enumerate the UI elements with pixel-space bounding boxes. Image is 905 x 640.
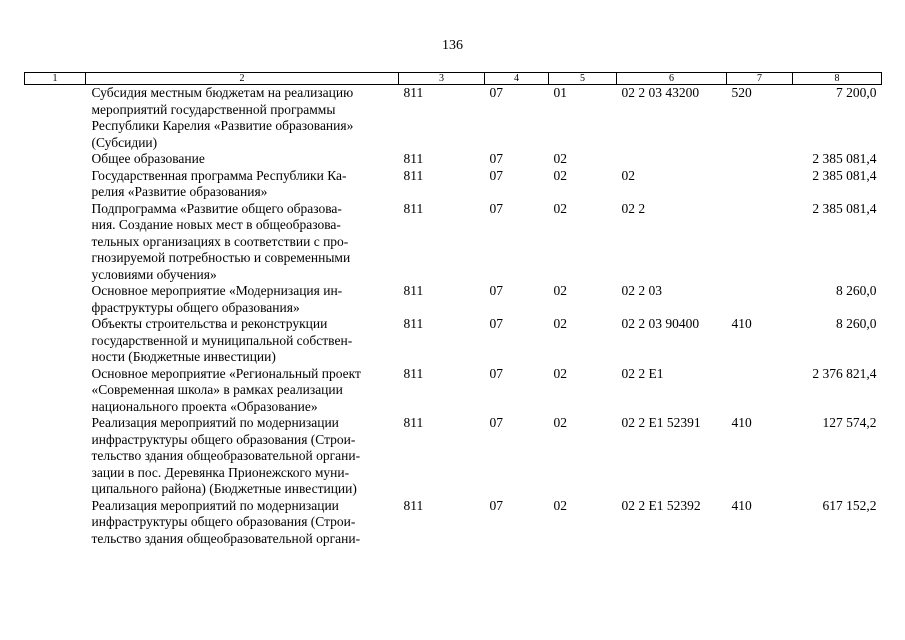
expense-type-cell (727, 168, 793, 201)
subsection-code-cell: 02 (553, 497, 567, 513)
row-name-line: фраструктуры общего образования» (91, 299, 300, 315)
row-name-line: Реализация мероприятий по модернизации (91, 497, 339, 513)
row-name-line: тельство здания общеобразовательной органи- (91, 448, 361, 463)
target-article-cell (617, 151, 727, 168)
row-name-line: Подпрограмма «Развитие общего образова- (91, 200, 342, 216)
table-row (25, 283, 882, 316)
table-row (25, 151, 882, 168)
expense-type-cell (727, 201, 793, 284)
row-name-line: Государственная программа Республики Ка- (91, 167, 347, 183)
amount-cell: 7 200,0 (836, 85, 877, 100)
row-number-cell (25, 85, 86, 152)
row-name-line: национального проекта «Образование» (91, 398, 318, 414)
budget-table-container (24, 72, 881, 547)
expense-type-cell: 410 (731, 316, 752, 331)
amount-cell: 2 385 081,4 (812, 200, 877, 216)
row-name-line: инфраструктуры общего образования (Строи- (91, 431, 356, 447)
row-name-line: мероприятий государственной программы (91, 101, 336, 117)
table-row (25, 366, 882, 416)
subsection-code-cell: 02 (553, 167, 567, 183)
row-name-line: ности (Бюджетные инвестиции) (91, 349, 276, 364)
section-code-cell: 07 (489, 151, 503, 166)
row-name-cell (86, 151, 399, 168)
target-article-cell: 02 2 (621, 200, 646, 216)
header-cell-6: 6 (617, 73, 727, 85)
section-code-cell: 07 (489, 85, 503, 100)
header-cell-1: 1 (25, 73, 86, 85)
section-code-cell: 07 (489, 415, 503, 430)
admin-code-cell: 811 (403, 151, 424, 166)
row-name-cell (86, 316, 399, 366)
row-number-cell (25, 366, 86, 416)
table-row (25, 415, 882, 498)
admin-code-cell: 811 (403, 283, 424, 298)
section-code-cell: 07 (489, 497, 503, 513)
admin-code-cell: 811 (403, 415, 424, 430)
expense-type-cell (727, 283, 793, 316)
row-name-line: Основное мероприятие «Региональный проект (91, 365, 361, 381)
row-name-cell (86, 366, 399, 416)
table-header (25, 73, 882, 85)
target-article-cell: 02 (621, 167, 635, 183)
header-row (25, 73, 882, 85)
row-name-cell (86, 201, 399, 284)
admin-code-cell: 811 (403, 200, 424, 216)
expense-type-cell: 520 (731, 85, 752, 100)
row-name-line: государственной и муниципальной собствен- (91, 332, 353, 348)
amount-cell: 2 385 081,4 (812, 151, 877, 166)
row-name-line: релия «Развитие образования» (91, 184, 268, 199)
header-cell-4: 4 (485, 73, 549, 85)
header-cell-5: 5 (549, 73, 617, 85)
row-number-cell (25, 168, 86, 201)
page-number: 136 (442, 38, 463, 53)
target-article-cell: 02 2 03 43200 (621, 85, 700, 100)
row-name-cell (86, 415, 399, 498)
row-number-cell (25, 415, 86, 498)
table-row (25, 201, 882, 284)
row-name-line: Республики Карелия «Развитие образования» (91, 118, 354, 133)
header-cell-8: 8 (793, 73, 882, 85)
section-code-cell: 07 (489, 283, 503, 298)
subsection-code-cell: 02 (553, 151, 567, 166)
subsection-code-cell: 02 (553, 283, 567, 298)
table-row (25, 85, 882, 152)
row-name-line: тельных организациях в соответствии с про- (91, 233, 349, 249)
section-code-cell: 07 (489, 365, 503, 381)
amount-cell: 8 260,0 (836, 283, 877, 298)
expense-type-cell (727, 151, 793, 168)
section-code-cell: 07 (489, 200, 503, 216)
target-article-cell: 02 2 03 (621, 283, 662, 298)
row-name-cell (86, 283, 399, 316)
admin-code-cell: 811 (403, 167, 424, 183)
row-name-line: Реализация мероприятий по модернизации (91, 415, 339, 430)
budget-table (24, 72, 882, 547)
table-row (25, 498, 882, 548)
row-name-line: условиями обучения» (91, 266, 217, 282)
header-cell-2: 2 (86, 73, 399, 85)
row-number-cell (25, 283, 86, 316)
subsection-code-cell: 01 (553, 85, 567, 100)
table-row (25, 316, 882, 366)
admin-code-cell: 811 (403, 497, 424, 513)
admin-code-cell: 811 (403, 85, 424, 100)
row-name-line: Общее образование (91, 151, 205, 166)
expense-type-cell: 410 (731, 497, 752, 513)
row-number-cell (25, 201, 86, 284)
table-body (25, 85, 882, 548)
amount-cell: 2 385 081,4 (812, 167, 877, 183)
row-name-line: зации в пос. Деревянка Прионежского муни- (91, 464, 350, 480)
section-code-cell: 07 (489, 316, 503, 331)
row-name-line: тельство здания общеобразовательной органи- (91, 530, 361, 546)
row-name-line: ния. Создание новых мест в общеобразова- (91, 217, 341, 232)
target-article-cell: 02 2 E1 (621, 365, 664, 381)
table-row (25, 168, 882, 201)
section-code-cell: 07 (489, 167, 503, 183)
subsection-code-cell: 02 (553, 316, 567, 331)
row-name-cell (86, 85, 399, 152)
target-article-cell: 02 2 03 90400 (621, 316, 700, 331)
expense-type-cell (727, 366, 793, 416)
row-number-cell (25, 151, 86, 168)
row-name-line: «Современная школа» в рамках реализации (91, 382, 343, 397)
target-article-cell: 02 2 E1 52391 (621, 415, 701, 430)
row-name-line: гнозируемой потребностью и современными (91, 250, 351, 265)
row-number-cell (25, 316, 86, 366)
subsection-code-cell: 02 (553, 365, 567, 381)
row-name-line: Основное мероприятие «Модернизация ин- (91, 283, 343, 298)
subsection-code-cell: 02 (553, 415, 567, 430)
subsection-code-cell: 02 (553, 200, 567, 216)
row-name-line: инфраструктуры общего образования (Строи- (91, 514, 356, 529)
amount-cell: 8 260,0 (836, 316, 877, 331)
amount-cell: 127 574,2 (822, 415, 877, 430)
header-cell-3: 3 (399, 73, 485, 85)
row-number-cell (25, 498, 86, 548)
amount-cell: 2 376 821,4 (812, 365, 877, 381)
row-name-cell (86, 498, 399, 548)
row-name-line: ципального района) (Бюджетные инвестиции) (91, 481, 357, 496)
admin-code-cell: 811 (403, 316, 424, 331)
row-name-line: (Субсидии) (91, 134, 158, 150)
amount-cell: 617 152,2 (822, 497, 877, 513)
row-name-cell (86, 168, 399, 201)
admin-code-cell: 811 (403, 365, 424, 381)
row-name-line: Субсидия местным бюджетам на реализацию (91, 85, 354, 100)
target-article-cell: 02 2 E1 52392 (621, 497, 701, 513)
row-name-line: Объекты строительства и реконструкции (91, 316, 328, 331)
header-cell-7: 7 (727, 73, 793, 85)
expense-type-cell: 410 (731, 415, 752, 430)
